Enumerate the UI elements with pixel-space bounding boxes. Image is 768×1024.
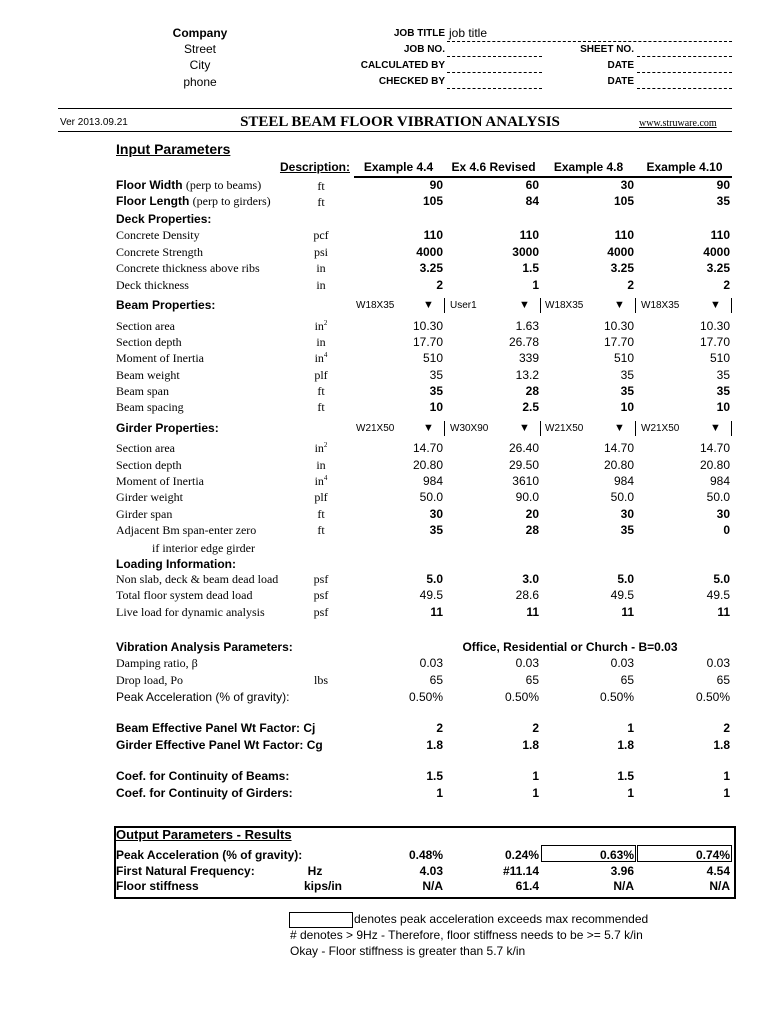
coef-beam-value-2[interactable]: 1 xyxy=(532,769,539,783)
cg-value-2[interactable]: 1.8 xyxy=(522,738,539,752)
deck-row-value-2[interactable]: 110 xyxy=(519,228,539,242)
job-title-label: JOB TITLE xyxy=(393,28,445,39)
output-stiff-value-2: 61.4 xyxy=(515,879,539,893)
loading-row-value-2[interactable]: 11 xyxy=(526,605,539,619)
beam-row-label: Section area xyxy=(116,319,175,333)
chevron-down-icon[interactable]: ▼ xyxy=(614,299,625,311)
output-peak-value-2: 0.24% xyxy=(504,848,539,862)
beam-select-1[interactable]: W18X35 xyxy=(356,300,395,311)
girder-select-3[interactable]: W21X50 xyxy=(545,423,584,434)
girder-select-2[interactable]: W30X90 xyxy=(450,423,489,434)
floor-width-unit: ft xyxy=(317,179,325,193)
beam-select-4[interactable]: W18X35 xyxy=(641,300,680,311)
girder-row-value-2[interactable]: 90.0 xyxy=(515,490,539,504)
chevron-down-icon[interactable]: ▼ xyxy=(614,422,625,434)
cj-value-4[interactable]: 2 xyxy=(723,721,730,735)
output-heading: Output Parameters - Results xyxy=(116,827,292,842)
column-header-1: Example 4.4 xyxy=(363,160,434,174)
chevron-down-icon[interactable]: ▼ xyxy=(423,299,434,311)
loading-row-unit: psf xyxy=(313,572,329,586)
output-freq-label: First Natural Frequency: xyxy=(116,864,255,878)
floor-length-unit: ft xyxy=(317,195,325,209)
date-line-1[interactable] xyxy=(637,72,732,73)
cj-value-3[interactable]: 1 xyxy=(627,721,634,735)
coef-girder-value-4[interactable]: 1 xyxy=(723,786,730,800)
girder-row-value-3[interactable]: 50.0 xyxy=(610,490,634,504)
drop-load-value-2[interactable]: 65 xyxy=(525,673,539,687)
girder-row-value-1[interactable]: 30 xyxy=(429,507,443,521)
beam-row-label: Beam spacing xyxy=(116,400,184,414)
input-heading: Input Parameters xyxy=(116,141,231,157)
beam-heading: Beam Properties: xyxy=(116,298,216,312)
girder-row-value-4[interactable]: 20.80 xyxy=(699,458,730,472)
deck-row-label: Concrete thickness above ribs xyxy=(116,261,260,275)
girder-row-value-2[interactable]: 26.40 xyxy=(508,441,539,455)
girder-row-value-4[interactable]: 50.0 xyxy=(706,490,730,504)
peak-accel-limit-value-2[interactable]: 0.50% xyxy=(504,690,539,704)
damping-label: Damping ratio, β xyxy=(116,656,198,670)
deck-row-label: Concrete Strength xyxy=(116,245,203,259)
girder-note: if interior edge girder xyxy=(152,541,255,555)
girder-select-1[interactable]: W21X50 xyxy=(356,423,395,434)
output-freq-value-3: 3.96 xyxy=(610,864,634,878)
column-header-3: Example 4.8 xyxy=(553,160,624,174)
beam-select-2[interactable]: User1 xyxy=(450,300,477,311)
beam-row-value-3[interactable]: 17.70 xyxy=(603,335,634,349)
coef-beam-value-1[interactable]: 1.5 xyxy=(426,769,443,783)
floor-width-value-1[interactable]: 90 xyxy=(429,178,443,192)
cj-value-2[interactable]: 2 xyxy=(532,721,539,735)
deck-row-value-4[interactable]: 2 xyxy=(723,278,730,292)
girder-row-label: Girder weight xyxy=(116,490,183,504)
beam-row-unit: in xyxy=(316,335,326,349)
drop-load-value-4[interactable]: 65 xyxy=(716,673,730,687)
deck-row-value-2[interactable]: 1.5 xyxy=(522,261,539,275)
girder-row-label: Moment of Inertia xyxy=(116,474,204,488)
beam-row-value-4[interactable]: 35 xyxy=(716,368,730,382)
beam-row-value-2[interactable]: 1.63 xyxy=(515,319,539,333)
date-label-1: DATE xyxy=(607,60,634,71)
girder-row-label: Adjacent Bm span-enter zero xyxy=(116,523,257,537)
peak-accel-limit-value-3[interactable]: 0.50% xyxy=(599,690,634,704)
peak-accel-limit-value-1[interactable]: 0.50% xyxy=(408,690,443,704)
girder-row-value-2[interactable]: 20 xyxy=(525,507,539,521)
title-bottom-rule xyxy=(58,131,732,132)
coef-girder-value-3[interactable]: 1 xyxy=(627,786,634,800)
loading-row-value-4[interactable]: 11 xyxy=(717,605,730,619)
girder-row-value-4[interactable]: 30 xyxy=(716,507,730,521)
output-stiff-label: Floor stiffness xyxy=(116,879,199,893)
beam-row-value-4[interactable]: 10.30 xyxy=(699,319,730,333)
deck-row-unit: pcf xyxy=(313,228,329,242)
calculated-by-label: CALCULATED BY xyxy=(360,60,445,71)
beam-row-value-4[interactable]: 35 xyxy=(716,384,730,398)
output-freq-value-4: 4.54 xyxy=(706,864,730,878)
girder-row-value-3[interactable]: 35 xyxy=(620,523,634,537)
deck-row-value-1[interactable]: 4000 xyxy=(416,245,443,259)
beam-row-value-1[interactable]: 17.70 xyxy=(412,335,443,349)
girder-heading: Girder Properties: xyxy=(116,421,219,435)
drop-load-value-3[interactable]: 65 xyxy=(620,673,634,687)
column-header-2: Ex 4.6 Revised xyxy=(451,160,536,174)
cg-label: Girder Effective Panel Wt Factor: Cg xyxy=(116,738,323,752)
beam-row-unit: ft xyxy=(317,400,325,414)
beam-row-unit: $in^2$ xyxy=(314,319,328,333)
girder-row-value-3[interactable]: 30 xyxy=(620,507,634,521)
deck-row-value-4[interactable]: 3.25 xyxy=(706,261,730,275)
beam-row-unit: $in^4$ xyxy=(314,351,328,365)
deck-row-value-1[interactable]: 3.25 xyxy=(419,261,443,275)
girder-row-label: Girder span xyxy=(116,507,173,521)
beam-row-value-4[interactable]: 10 xyxy=(716,400,730,414)
girder-row-value-4[interactable]: 0 xyxy=(723,523,730,537)
deck-heading: Deck Properties: xyxy=(116,212,212,226)
deck-row-value-1[interactable]: 110 xyxy=(423,228,443,242)
girder-row-value-3[interactable]: 984 xyxy=(613,474,634,488)
deck-row-label: Deck thickness xyxy=(116,278,189,292)
girder-row-value-2[interactable]: 3610 xyxy=(512,474,539,488)
chevron-down-icon[interactable]: ▼ xyxy=(710,422,721,434)
loading-row-value-2[interactable]: 3.0 xyxy=(522,572,539,586)
deck-row-value-3[interactable]: 4000 xyxy=(607,245,634,259)
output-stiff-value-1: N/A xyxy=(422,879,443,893)
floor-length-value-4[interactable]: 35 xyxy=(716,194,730,208)
beam-row-value-1[interactable]: 35 xyxy=(429,384,443,398)
website-link[interactable]: www.struware.com xyxy=(639,118,717,129)
deck-row-value-2[interactable]: 1 xyxy=(532,278,539,292)
girder-row-value-4[interactable]: 984 xyxy=(709,474,730,488)
deck-row-value-3[interactable]: 3.25 xyxy=(610,261,634,275)
job-no-label: JOB NO. xyxy=(403,44,445,55)
beam-row-label: Beam weight xyxy=(116,368,180,382)
job-title-line xyxy=(447,41,732,42)
girder-row-unit: plf xyxy=(314,490,328,504)
output-peak-label: Peak Acceleration (% of gravity): xyxy=(116,848,303,862)
beam-select-divider xyxy=(540,298,541,313)
girder-row-label: Section depth xyxy=(116,458,182,472)
girder-row-value-1[interactable]: 50.0 xyxy=(419,490,443,504)
girder-row-value-1[interactable]: 20.80 xyxy=(412,458,443,472)
sheet-no-label: SHEET NO. xyxy=(580,44,634,55)
output-stiff-unit: kips/in xyxy=(303,879,342,893)
girder-select-4[interactable]: W21X50 xyxy=(641,423,680,434)
floor-length-value-3[interactable]: 105 xyxy=(613,194,634,208)
beam-row-value-3[interactable]: 510 xyxy=(613,351,634,365)
loading-row-label: Total floor system dead load xyxy=(116,588,253,602)
description-label: Description: xyxy=(279,160,350,174)
loading-row-value-4[interactable]: 5.0 xyxy=(713,572,730,586)
sheet-no-line[interactable] xyxy=(637,56,732,57)
loading-row-unit: psf xyxy=(313,588,329,602)
chevron-down-icon[interactable]: ▼ xyxy=(710,299,721,311)
calculated-by-line[interactable] xyxy=(447,72,542,73)
floor-length-label: Floor Length (perp to girders) xyxy=(116,194,271,208)
beam-select-divider xyxy=(731,298,732,313)
cj-value-1[interactable]: 2 xyxy=(436,721,443,735)
girder-select-divider xyxy=(731,421,732,436)
beam-row-value-4[interactable]: 510 xyxy=(709,351,730,365)
beam-row-value-3[interactable]: 10.30 xyxy=(603,319,634,333)
deck-row-unit: in xyxy=(316,278,326,292)
coef-girder-value-2[interactable]: 1 xyxy=(532,786,539,800)
deck-row-value-1[interactable]: 2 xyxy=(436,278,443,292)
loading-row-unit: psf xyxy=(313,605,329,619)
company-city: City xyxy=(189,58,211,72)
title-top-rule xyxy=(58,108,732,109)
date-label-2: DATE xyxy=(607,76,634,87)
cg-value-4[interactable]: 1.8 xyxy=(713,738,730,752)
drop-label: Drop load, Po xyxy=(116,673,183,687)
beam-row-value-3[interactable]: 10 xyxy=(620,400,634,414)
girder-row-label: Section area xyxy=(116,441,175,455)
deck-row-value-4[interactable]: 110 xyxy=(710,228,730,242)
output-stiff-value-4: N/A xyxy=(709,879,730,893)
floor-width-value-3[interactable]: 30 xyxy=(620,178,634,192)
output-freq-value-2: #11.14 xyxy=(502,864,539,878)
company-phone: phone xyxy=(183,75,217,89)
beam-row-value-2[interactable]: 13.2 xyxy=(515,368,539,382)
beam-row-label: Moment of Inertia xyxy=(116,351,204,365)
loading-row-value-3[interactable]: 49.5 xyxy=(610,588,634,602)
deck-row-unit: psi xyxy=(313,245,328,259)
coef-girder-label: Coef. for Continuity of Girders: xyxy=(116,786,293,800)
date-line-2[interactable] xyxy=(637,88,732,89)
vibration-heading: Vibration Analysis Parameters: xyxy=(116,640,293,654)
output-freq-value-1: 4.03 xyxy=(419,864,443,878)
beam-select-divider xyxy=(444,298,445,313)
loading-row-label: Non slab, deck & beam dead load xyxy=(116,572,279,586)
damping-value-2[interactable]: 0.03 xyxy=(515,656,539,670)
damping-value-3[interactable]: 0.03 xyxy=(610,656,634,670)
deck-row-value-3[interactable]: 110 xyxy=(614,228,634,242)
output-stiff-value-3: N/A xyxy=(613,879,634,893)
loading-row-value-3[interactable]: 5.0 xyxy=(617,572,634,586)
girder-row-value-1[interactable]: 984 xyxy=(422,474,443,488)
loading-row-value-1[interactable]: 5.0 xyxy=(426,572,443,586)
beam-row-value-1[interactable]: 510 xyxy=(422,351,443,365)
legend-line-3: Okay - Floor stiffness is greater than 5.7 k/in xyxy=(290,944,526,958)
girder-row-value-3[interactable]: 14.70 xyxy=(603,441,634,455)
company-name: Company xyxy=(172,26,228,40)
girder-row-value-1[interactable]: 14.70 xyxy=(412,441,443,455)
damping-value-4[interactable]: 0.03 xyxy=(706,656,730,670)
beam-row-label: Beam span xyxy=(116,384,169,398)
page-title: STEEL BEAM FLOOR VIBRATION ANALYSIS xyxy=(240,114,560,130)
floor-width-label: Floor Width (perp to beams) xyxy=(116,178,262,192)
deck-row-value-4[interactable]: 4000 xyxy=(703,245,730,259)
beam-row-value-2[interactable]: 2.5 xyxy=(522,400,539,414)
job-title-value[interactable]: job title xyxy=(449,26,488,40)
girder-row-unit: in xyxy=(316,458,326,472)
deck-row-value-2[interactable]: 3000 xyxy=(512,245,539,259)
peak-accel-limit-value-4[interactable]: 0.50% xyxy=(695,690,730,704)
girder-row-unit: ft xyxy=(317,523,325,537)
beam-row-value-4[interactable]: 17.70 xyxy=(699,335,730,349)
legend-line-2: # denotes > 9Hz - Therefore, floor stiffness needs to be >= 5.7 k/in xyxy=(290,928,643,942)
girder-row-unit: $in^2$ xyxy=(314,441,328,455)
loading-row-label: Live load for dynamic analysis xyxy=(116,605,265,619)
beam-row-value-1[interactable]: 35 xyxy=(429,368,443,382)
output-peak-value-1: 0.48% xyxy=(408,848,443,862)
girder-row-value-4[interactable]: 14.70 xyxy=(699,441,730,455)
checked-by-label: CHECKED BY xyxy=(378,76,445,87)
girder-row-unit: ft xyxy=(317,507,325,521)
coef-beam-value-4[interactable]: 1 xyxy=(723,769,730,783)
girder-row-unit: $in^4$ xyxy=(314,474,328,488)
deck-row-unit: in xyxy=(316,261,326,275)
beam-select-divider xyxy=(635,298,636,313)
cg-value-1[interactable]: 1.8 xyxy=(426,738,443,752)
beam-row-value-2[interactable]: 28 xyxy=(525,384,539,398)
girder-select-divider xyxy=(444,421,445,436)
girder-row-value-2[interactable]: 29.50 xyxy=(508,458,539,472)
loading-row-value-3[interactable]: 11 xyxy=(621,605,634,619)
beam-row-value-1[interactable]: 10 xyxy=(429,400,443,414)
legend-box xyxy=(289,912,353,928)
beam-row-value-3[interactable]: 35 xyxy=(620,384,634,398)
floor-length-value-2[interactable]: 84 xyxy=(525,194,539,208)
floor-length-value-1[interactable]: 105 xyxy=(422,194,443,208)
deck-row-value-3[interactable]: 2 xyxy=(627,278,634,292)
floor-width-value-2[interactable]: 60 xyxy=(525,178,539,192)
coef-girder-value-1[interactable]: 1 xyxy=(436,786,443,800)
beam-row-label: Section depth xyxy=(116,335,182,349)
beam-row-value-2[interactable]: 26.78 xyxy=(508,335,539,349)
girder-select-divider xyxy=(635,421,636,436)
beam-row-value-2[interactable]: 339 xyxy=(518,351,539,365)
output-freq-unit: Hz xyxy=(307,864,323,878)
legend-line-1: denotes peak acceleration exceeds max recommended xyxy=(354,912,649,926)
job-no-line[interactable] xyxy=(447,56,542,57)
beam-row-unit: ft xyxy=(317,384,325,398)
output-peak-value-4: 0.74% xyxy=(695,848,730,862)
vibration-note: Office, Residential or Church - B=0.03 xyxy=(462,640,678,654)
checked-by-line[interactable] xyxy=(447,88,542,89)
company-street: Street xyxy=(183,42,216,56)
output-peak-value-3: 0.63% xyxy=(599,848,634,862)
loading-row-value-1[interactable]: 11 xyxy=(430,605,443,619)
chevron-down-icon[interactable]: ▼ xyxy=(519,422,530,434)
loading-row-value-2[interactable]: 28.6 xyxy=(515,588,539,602)
beam-row-value-3[interactable]: 35 xyxy=(620,368,634,382)
peak-accel-label: Peak Acceleration (% of gravity): xyxy=(116,690,290,704)
deck-row-label: Concrete Density xyxy=(116,228,200,242)
floor-width-value-4[interactable]: 90 xyxy=(716,178,730,192)
column-header-4: Example 4.10 xyxy=(646,160,723,174)
loading-row-value-1[interactable]: 49.5 xyxy=(419,588,443,602)
coef-beam-label: Coef. for Continuity of Beams: xyxy=(116,769,290,783)
girder-row-value-3[interactable]: 20.80 xyxy=(603,458,634,472)
drop-unit: lbs xyxy=(313,673,328,687)
damping-value-1[interactable]: 0.03 xyxy=(419,656,443,670)
chevron-down-icon[interactable]: ▼ xyxy=(519,299,530,311)
coef-beam-value-3[interactable]: 1.5 xyxy=(617,769,634,783)
version-label: Ver 2013.09.21 xyxy=(60,117,128,128)
beam-select-3[interactable]: W18X35 xyxy=(545,300,584,311)
beam-row-unit: plf xyxy=(314,368,328,382)
loading-heading: Loading Information: xyxy=(116,557,236,571)
girder-select-divider xyxy=(540,421,541,436)
girder-row-value-1[interactable]: 35 xyxy=(429,523,443,537)
cj-label: Beam Effective Panel Wt Factor: Cj xyxy=(116,721,316,735)
loading-row-value-4[interactable]: 49.5 xyxy=(706,588,730,602)
chevron-down-icon[interactable]: ▼ xyxy=(423,422,434,434)
beam-row-value-1[interactable]: 10.30 xyxy=(412,319,443,333)
cg-value-3[interactable]: 1.8 xyxy=(617,738,634,752)
girder-row-value-2[interactable]: 28 xyxy=(525,523,539,537)
drop-load-value-1[interactable]: 65 xyxy=(429,673,443,687)
